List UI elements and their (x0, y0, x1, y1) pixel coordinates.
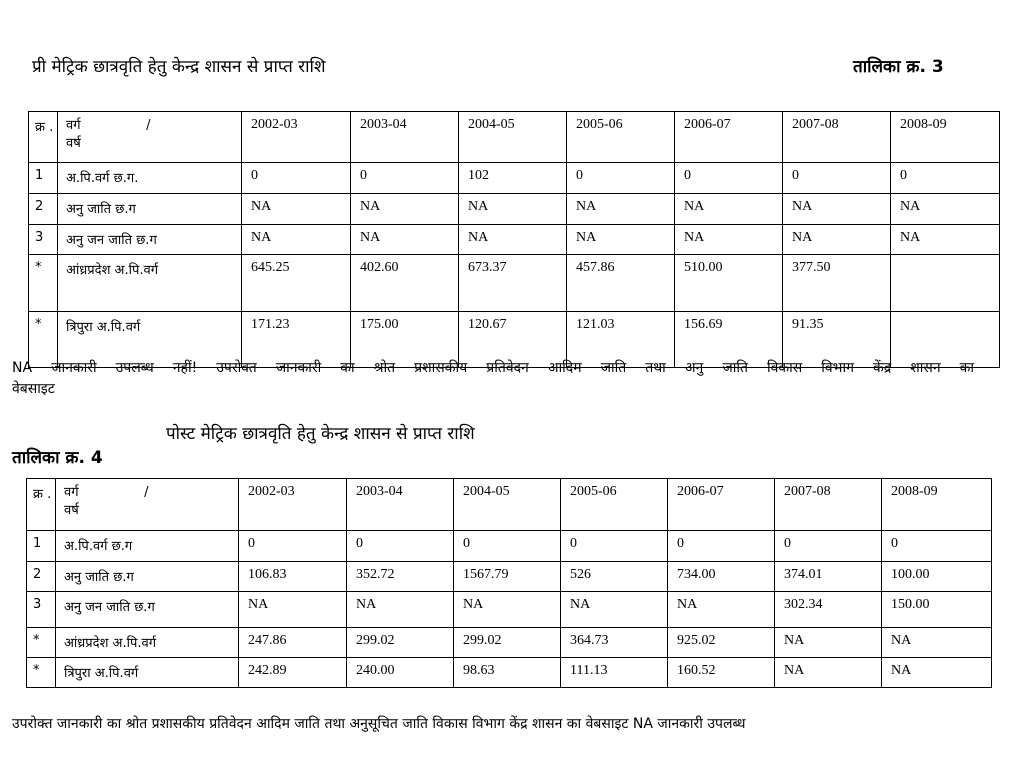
row-value: NA (882, 658, 992, 688)
row-value: 171.23 (242, 312, 351, 368)
row-value: NA (775, 658, 882, 688)
header-year: 2006-07 (675, 112, 783, 163)
row-category: अ.पि.वर्ग छ.ग (56, 531, 239, 562)
row-value: 247.86 (239, 628, 347, 658)
row-value: NA (242, 225, 351, 255)
table-row (29, 194, 1000, 225)
row-value: 0 (891, 163, 1000, 194)
row-category: आंध्रप्रदेश अ.पि.वर्ग (56, 628, 239, 658)
row-value: 102 (459, 163, 567, 194)
row-value: 0 (351, 163, 459, 194)
row-value: 0 (567, 163, 675, 194)
row-value: 0 (882, 531, 992, 562)
header-year: 2002-03 (239, 479, 347, 531)
table4 (26, 478, 992, 688)
row-value: 0 (775, 531, 882, 562)
row-category: अनु जन जाति छ.ग (58, 225, 242, 255)
row-number: 3 (29, 225, 58, 255)
row-value: NA (882, 628, 992, 658)
row-number: 2 (29, 194, 58, 225)
table3-label: तालिका क्र. 3 (853, 57, 944, 77)
row-value: NA (891, 194, 1000, 225)
header-year: 2003-04 (351, 112, 459, 163)
row-value: 175.00 (351, 312, 459, 368)
table3 (28, 111, 1000, 368)
row-value: 0 (675, 163, 783, 194)
row-value: NA (351, 225, 459, 255)
header-year: 2005-06 (561, 479, 668, 531)
row-value: 156.69 (675, 312, 783, 368)
row-value: NA (567, 225, 675, 255)
row-number: * (27, 658, 56, 688)
row-value: NA (567, 194, 675, 225)
row-category: आंध्रप्रदेश अ.पि.वर्ग (58, 255, 242, 312)
header-cat-b: वर्ष (64, 503, 79, 518)
row-value: 121.03 (567, 312, 675, 368)
row-value: NA (242, 194, 351, 225)
header-year: 2002-03 (242, 112, 351, 163)
row-value: NA (459, 194, 567, 225)
row-value: 91.35 (783, 312, 891, 368)
row-value: 160.52 (668, 658, 775, 688)
table-row (29, 225, 1000, 255)
header-cat-b: वर्ष (66, 136, 81, 151)
row-value: NA (668, 592, 775, 628)
table3-header-row (29, 112, 1000, 163)
table4-footer-note: उपरोक्त जानकारी का श्रोत प्रशासकीय प्रतिवेदन आदिम जाति तथा अनुसूचित जाति विकास विभाग केंद्र शासन का वेबसाइट NA जानकारी उपलब्ध (12, 716, 746, 732)
row-value: 0 (242, 163, 351, 194)
row-value: 100.00 (882, 562, 992, 592)
row-value: 673.37 (459, 255, 567, 312)
row-value: 302.34 (775, 592, 882, 628)
row-value: NA (454, 592, 561, 628)
header-num: क्र . (27, 479, 56, 531)
row-category: अ.पि.वर्ग छ.ग. (58, 163, 242, 194)
row-value: 364.73 (561, 628, 668, 658)
row-value: 240.00 (347, 658, 454, 688)
row-value: 299.02 (454, 628, 561, 658)
row-value: NA (675, 194, 783, 225)
table4-label: तालिका क्र. 4 (12, 448, 103, 468)
row-value: NA (783, 225, 891, 255)
row-value: 106.83 (239, 562, 347, 592)
row-value: 734.00 (668, 562, 775, 592)
row-value: NA (459, 225, 567, 255)
row-number: 2 (27, 562, 56, 592)
header-year: 2007-08 (783, 112, 891, 163)
row-value: NA (675, 225, 783, 255)
row-value: 242.89 (239, 658, 347, 688)
row-value: 645.25 (242, 255, 351, 312)
table4-header-row (27, 479, 992, 531)
row-number: * (29, 312, 58, 368)
header-category (58, 112, 242, 163)
row-category: अनु जाति छ.ग (58, 194, 242, 225)
row-category: अनु जन जाति छ.ग (56, 592, 239, 628)
row-value: 925.02 (668, 628, 775, 658)
row-value: 0 (347, 531, 454, 562)
header-year: 2005-06 (567, 112, 675, 163)
row-value: 111.13 (561, 658, 668, 688)
header-year: 2007-08 (775, 479, 882, 531)
row-value: 1567.79 (454, 562, 561, 592)
row-value: 0 (454, 531, 561, 562)
header-year: 2004-05 (454, 479, 561, 531)
row-value: 457.86 (567, 255, 675, 312)
header-cat-a: वर्ग (64, 485, 79, 500)
row-number: 1 (29, 163, 58, 194)
row-value: 0 (668, 531, 775, 562)
row-value: NA (775, 628, 882, 658)
row-value: NA (783, 194, 891, 225)
row-number: 3 (27, 592, 56, 628)
header-cat-slash: / (146, 118, 151, 133)
row-value: 377.50 (783, 255, 891, 312)
row-value: 0 (239, 531, 347, 562)
row-value: 299.02 (347, 628, 454, 658)
row-value: NA (561, 592, 668, 628)
table-row (29, 255, 1000, 312)
row-value: NA (891, 225, 1000, 255)
header-year: 2004-05 (459, 112, 567, 163)
table3-title: प्री मेट्रिक छात्रवृति हेतु केन्द्र शासन से प्राप्त राशि (32, 57, 326, 77)
row-number: 1 (27, 531, 56, 562)
table-row (27, 562, 992, 592)
row-value: 526 (561, 562, 668, 592)
table-row (27, 658, 992, 688)
table-row (27, 592, 992, 628)
row-value: 402.60 (351, 255, 459, 312)
row-value: 98.63 (454, 658, 561, 688)
table3-note-line2: वेबसाइट (12, 381, 55, 397)
row-value: 352.72 (347, 562, 454, 592)
row-value: 0 (783, 163, 891, 194)
header-year: 2003-04 (347, 479, 454, 531)
row-value: NA (347, 592, 454, 628)
header-year: 2008-09 (882, 479, 992, 531)
header-cat-slash: / (144, 485, 149, 500)
header-year: 2006-07 (668, 479, 775, 531)
row-value: 0 (561, 531, 668, 562)
row-value: NA (351, 194, 459, 225)
header-category (56, 479, 239, 531)
row-value: 510.00 (675, 255, 783, 312)
table-row (29, 163, 1000, 194)
table-row (27, 628, 992, 658)
header-num: क्र . (29, 112, 58, 163)
table-row (27, 531, 992, 562)
row-value: 120.67 (459, 312, 567, 368)
row-number: * (27, 628, 56, 658)
table3-note-line1: NA जानकारी उपलब्ध नहीं! उपरोक्त जानकारी का श्रोत प्रशासकीय प्रतिवेदन आदिम जाति तथा अनु जाति विकास विभाग केंद्र शासन का (12, 360, 974, 376)
row-value (891, 255, 1000, 312)
table4-title: पोस्ट मेट्रिक छात्रवृति हेतु केन्द्र शासन से प्राप्त राशि (166, 424, 475, 444)
header-cat-a: वर्ग (66, 118, 81, 133)
row-category: त्रिपुरा अ.पि.वर्ग (58, 312, 242, 368)
row-category: अनु जाति छ.ग (56, 562, 239, 592)
row-value: NA (239, 592, 347, 628)
header-year: 2008-09 (891, 112, 1000, 163)
row-value: 150.00 (882, 592, 992, 628)
row-number: * (29, 255, 58, 312)
row-category: त्रिपुरा अ.पि.वर्ग (56, 658, 239, 688)
row-value: 374.01 (775, 562, 882, 592)
